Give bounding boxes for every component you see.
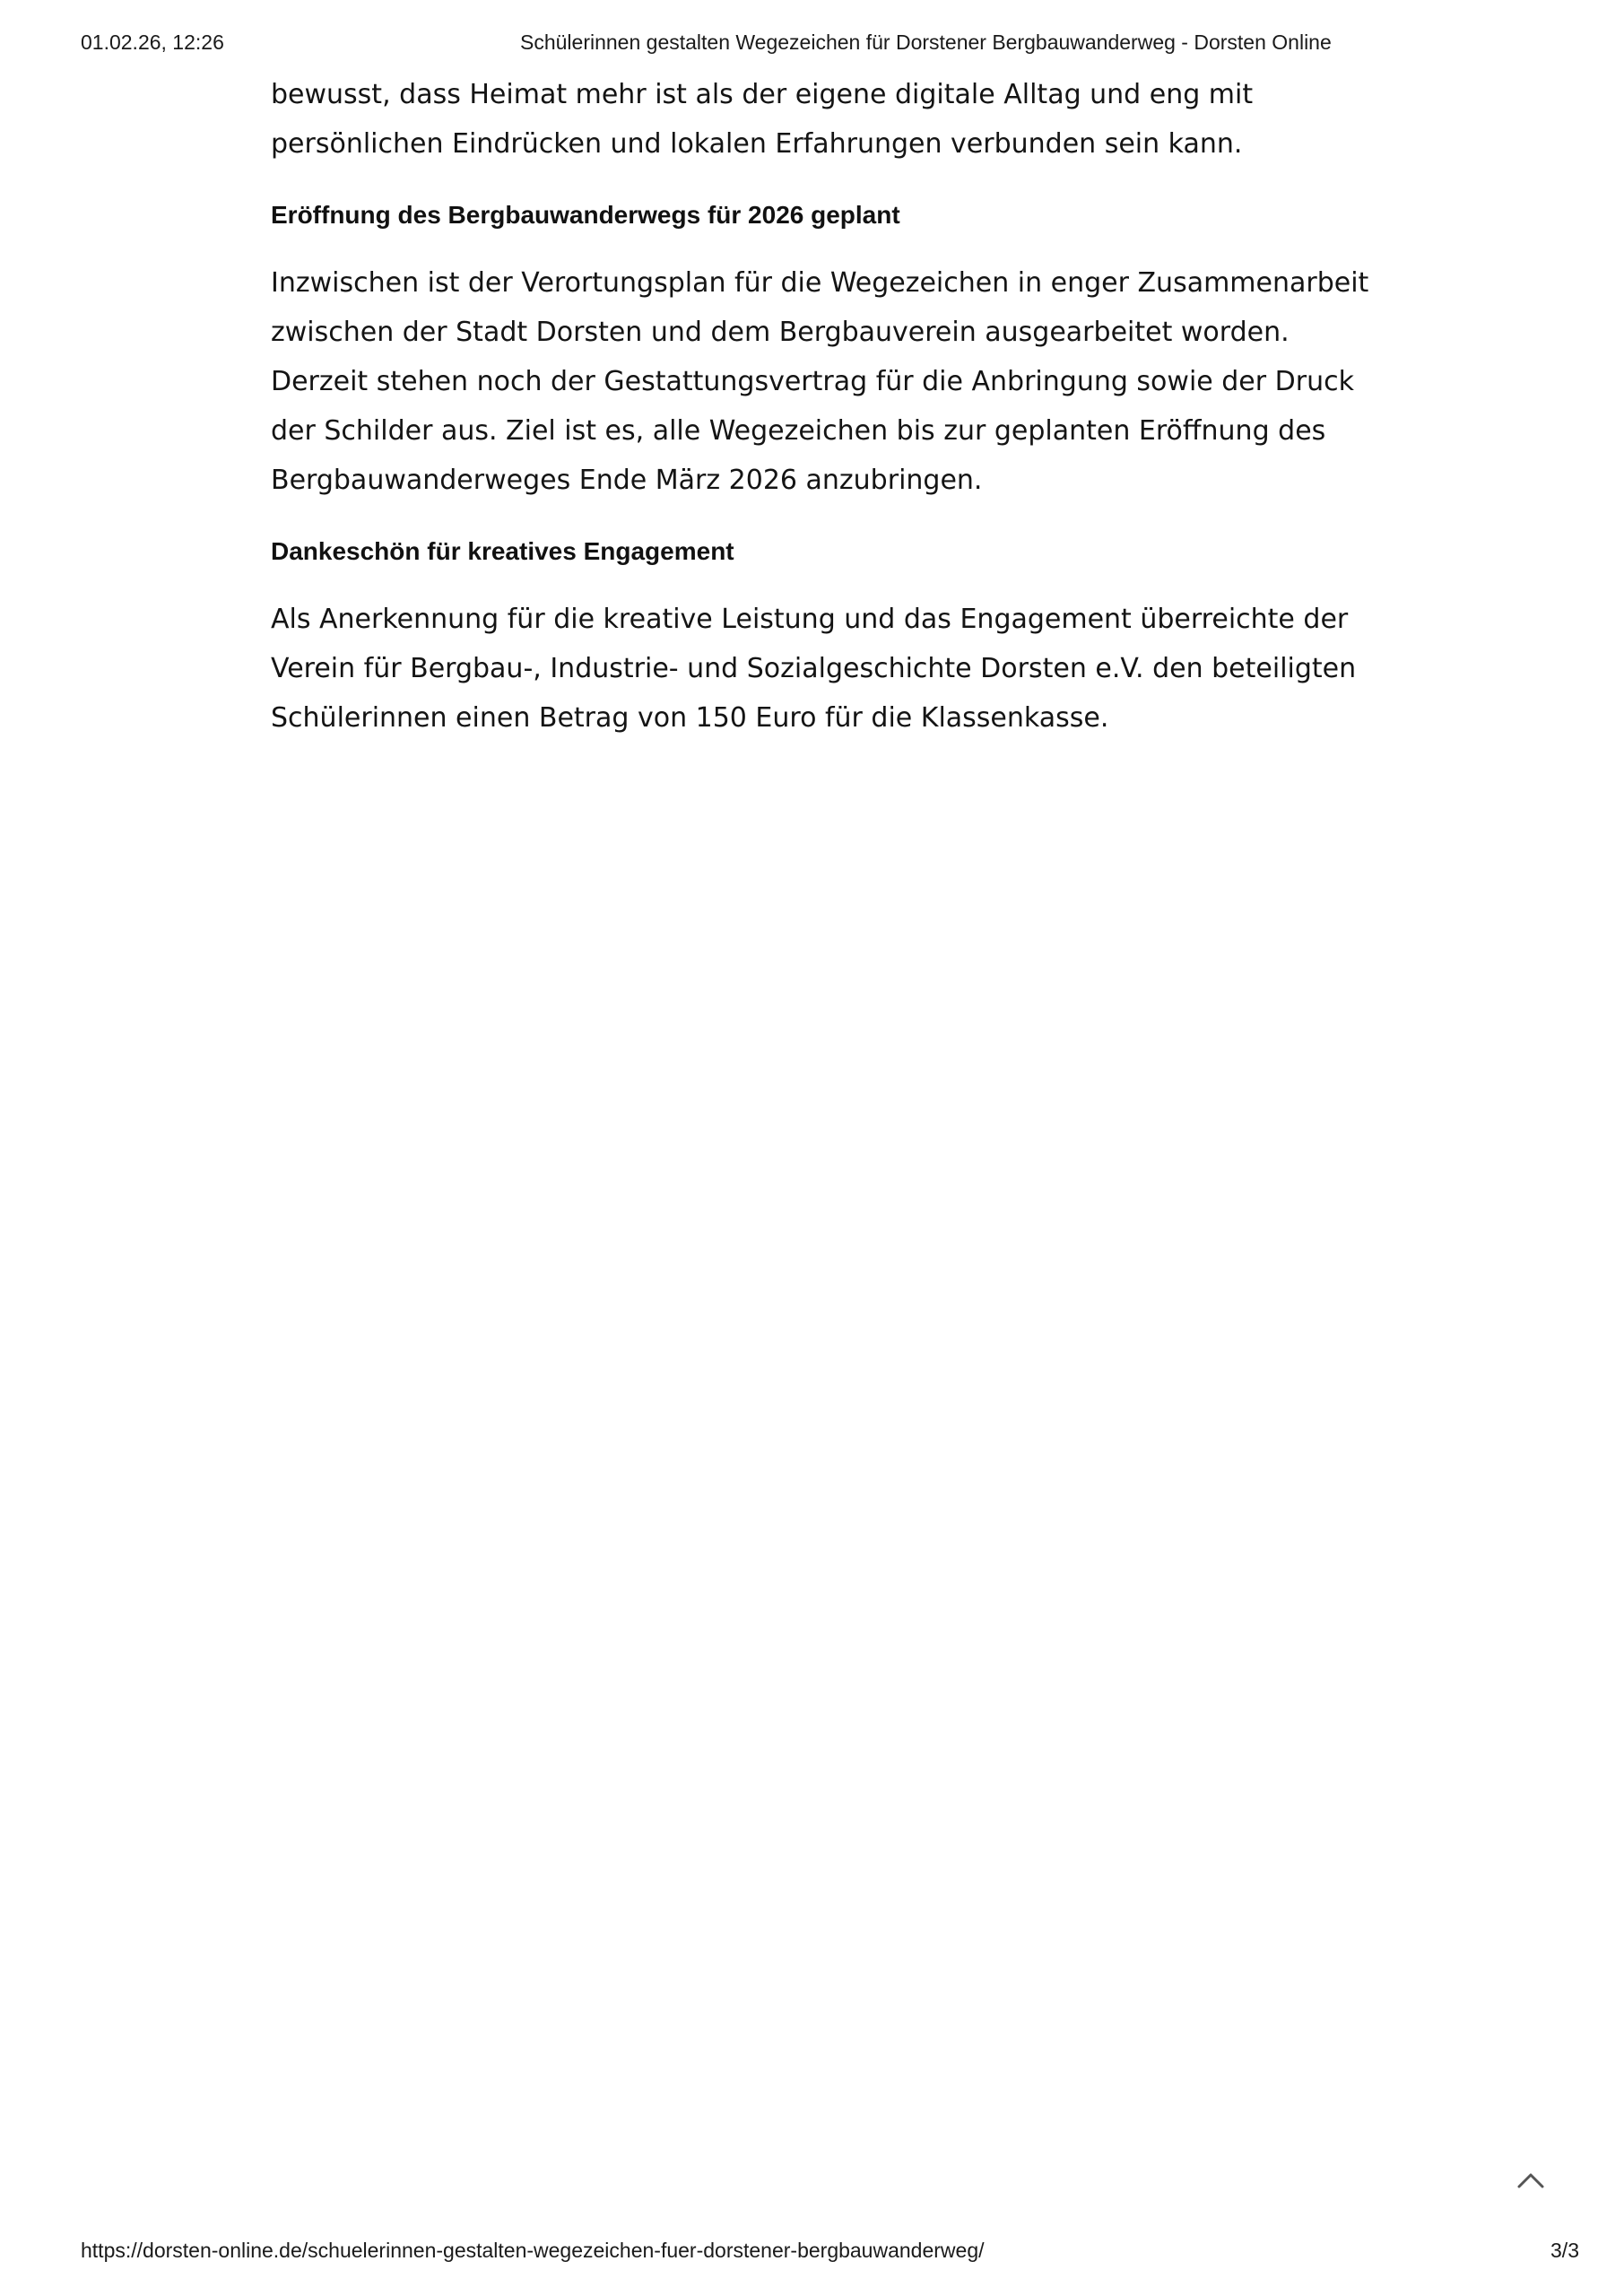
text-line: zwischen der Stadt Dorsten und dem Bergbauverein ausgearbeitet worden. [271,317,1290,348]
scroll-to-top-button[interactable] [1515,2169,1546,2190]
text-line: der Schilder aus. Ziel ist es, alle Wegezeichen bis zur geplanten Eröffnung des [271,415,1326,447]
print-footer [81,2239,1579,2266]
section-paragraph-thanks [271,595,1401,743]
print-datetime: 01.02.26, 12:26 [81,30,224,54]
article-body [271,70,1401,743]
text-line: Derzeit stehen noch der Gestattungsvertrag für die Anbringung sowie der Druck [271,366,1354,397]
chevron-up-icon [1515,2169,1546,2190]
print-header [81,30,1543,57]
text-line: Bergbauwanderweges Ende März 2026 anzubringen. [271,465,983,496]
text-line: bewusst, dass Heimat mehr ist als der eigene digitale Alltag und eng mit [271,79,1254,110]
text-line: Schülerinnen einen Betrag von 150 Euro für die Klassenkasse. [271,702,1109,734]
text-line: persönlichen Eindrücken und lokalen Erfahrungen verbunden sein kann. [271,128,1243,160]
print-page-title: Schülerinnen gestalten Wegezeichen für Dorstener Bergbauwanderweg - Dorsten Online [520,30,1332,54]
section-heading-opening: Eröffnung des Bergbauwanderwegs für 2026 geplant [271,201,900,229]
print-url: https://dorsten-online.de/schuelerinnen-gestalten-wegezeichen-fuer-dorstener-bergbauwanderweg/ [81,2239,985,2262]
section-heading-thanks: Dankeschön für kreatives Engagement [271,537,734,565]
intro-paragraph [271,70,1401,169]
section-paragraph-opening [271,258,1401,505]
page-count: 3/3 [1550,2239,1579,2262]
text-line: Als Anerkennung für die kreative Leistung und das Engagement überreichte der [271,604,1349,635]
text-line: Inzwischen ist der Verortungsplan für die Wegezeichen in enger Zusammenarbeit [271,267,1369,299]
text-line: Verein für Bergbau-, Industrie- und Sozialgeschichte Dorsten e.V. den beteiligten [271,653,1357,684]
